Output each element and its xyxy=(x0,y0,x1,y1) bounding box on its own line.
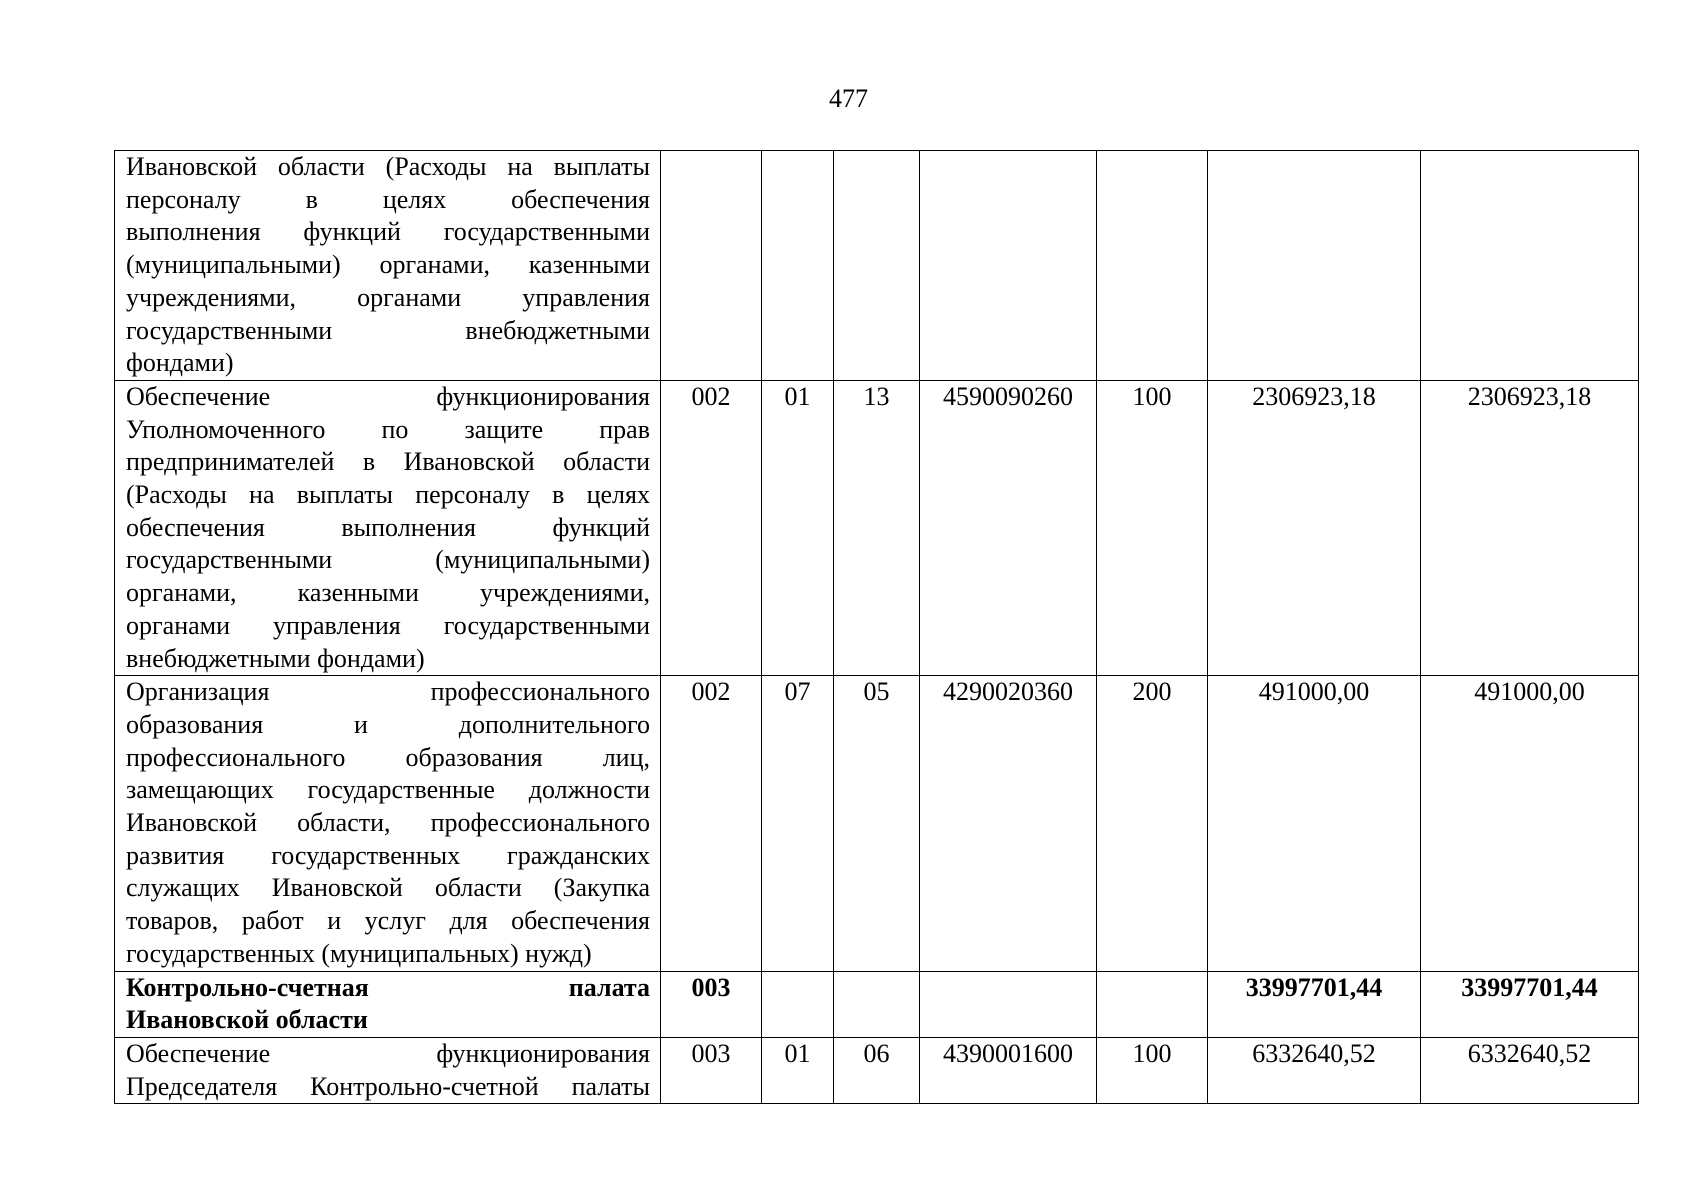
description-line: органами, казенными учреждениями, xyxy=(126,578,650,608)
subsection-code xyxy=(834,971,920,1037)
budget-table xyxy=(114,150,1639,1104)
table-body xyxy=(115,151,1639,1104)
table-row xyxy=(115,380,1639,675)
amount-1: 33997701,44 xyxy=(1208,971,1421,1037)
table-row xyxy=(115,676,1639,971)
description-line: государственных (муниципальных) нужд) xyxy=(126,938,592,968)
row-description xyxy=(115,380,661,675)
subsection-code xyxy=(834,151,920,381)
section-code: 01 xyxy=(762,1037,834,1103)
description-line: Обеспечение функционирования xyxy=(126,1038,650,1068)
description-line: (Расходы на выплаты персоналу в целях xyxy=(126,480,650,510)
description-line: образования и дополнительного xyxy=(126,709,650,739)
subsection-code: 05 xyxy=(834,676,920,971)
amount-1 xyxy=(1208,151,1421,381)
amount-2: 6332640,52 xyxy=(1421,1037,1639,1103)
admin-code: 002 xyxy=(661,380,762,675)
amount-1: 6332640,52 xyxy=(1208,1037,1421,1103)
admin-code: 003 xyxy=(661,971,762,1037)
admin-code xyxy=(661,151,762,381)
description-line: Уполномоченного по защите прав xyxy=(126,414,650,444)
target-article-code xyxy=(920,151,1097,381)
description-line: Ивановской области (Расходы на выплаты xyxy=(126,152,650,181)
row-description xyxy=(115,971,661,1037)
amount-1: 491000,00 xyxy=(1208,676,1421,971)
description-line: Организация профессионального xyxy=(126,677,650,707)
description-line: предпринимателей в Ивановской области xyxy=(126,447,650,477)
amount-2 xyxy=(1421,151,1639,381)
description-line: обеспечения выполнения функций xyxy=(126,512,650,542)
target-article-code: 4290020360 xyxy=(920,676,1097,971)
description-line: государственными (муниципальными) xyxy=(126,545,650,575)
admin-code: 002 xyxy=(661,676,762,971)
description-line: (муниципальными) органами, казенными xyxy=(126,250,650,280)
description-line: персоналу в целях обеспечения xyxy=(126,184,650,214)
description-line: Контрольно-счетная палата xyxy=(126,972,650,1002)
description-line: выполнения функций государственными xyxy=(126,217,650,247)
amount-1: 2306923,18 xyxy=(1208,380,1421,675)
section-code xyxy=(762,151,834,381)
description-line: внебюджетными фондами) xyxy=(126,643,425,673)
amount-2: 491000,00 xyxy=(1421,676,1639,971)
description-line: государственными внебюджетными xyxy=(126,315,650,345)
description-line: Ивановской области xyxy=(126,1005,368,1035)
description-line: профессионального образования лиц, xyxy=(126,742,650,772)
expense-type-code: 100 xyxy=(1097,1037,1208,1103)
description-line: Обеспечение функционирования xyxy=(126,381,650,411)
description-line: учреждениями, органами управления xyxy=(126,282,650,312)
row-description xyxy=(115,676,661,971)
expense-type-code xyxy=(1097,971,1208,1037)
table-row-total xyxy=(115,971,1639,1037)
target-article-code: 4390001600 xyxy=(920,1037,1097,1103)
section-code xyxy=(762,971,834,1037)
target-article-code xyxy=(920,971,1097,1037)
section-code: 07 xyxy=(762,676,834,971)
expense-type-code xyxy=(1097,151,1208,381)
description-line: товаров, работ и услуг для обеспечения xyxy=(126,906,650,936)
subsection-code: 06 xyxy=(834,1037,920,1103)
description-line: Ивановской области, профессионального xyxy=(126,808,650,838)
description-line: служащих Ивановской области (Закупка xyxy=(126,873,650,903)
admin-code: 003 xyxy=(661,1037,762,1103)
description-line: замещающих государственные должности xyxy=(126,775,650,805)
row-description xyxy=(115,1037,661,1103)
expense-type-code: 200 xyxy=(1097,676,1208,971)
page-number: 477 xyxy=(829,84,868,113)
expense-type-code: 100 xyxy=(1097,380,1208,675)
amount-2: 33997701,44 xyxy=(1421,971,1639,1037)
amount-2: 2306923,18 xyxy=(1421,380,1639,675)
description-line: Председателя Контрольно-счетной палаты xyxy=(126,1071,650,1101)
description-line: развития государственных гражданских xyxy=(126,840,650,870)
description-line: фондами) xyxy=(126,348,234,378)
table-row xyxy=(115,1037,1639,1103)
description-line: органами управления государственными xyxy=(126,610,650,640)
target-article-code: 4590090260 xyxy=(920,380,1097,675)
section-code: 01 xyxy=(762,380,834,675)
table-row xyxy=(115,151,1639,381)
subsection-code: 13 xyxy=(834,380,920,675)
row-description xyxy=(115,151,661,381)
